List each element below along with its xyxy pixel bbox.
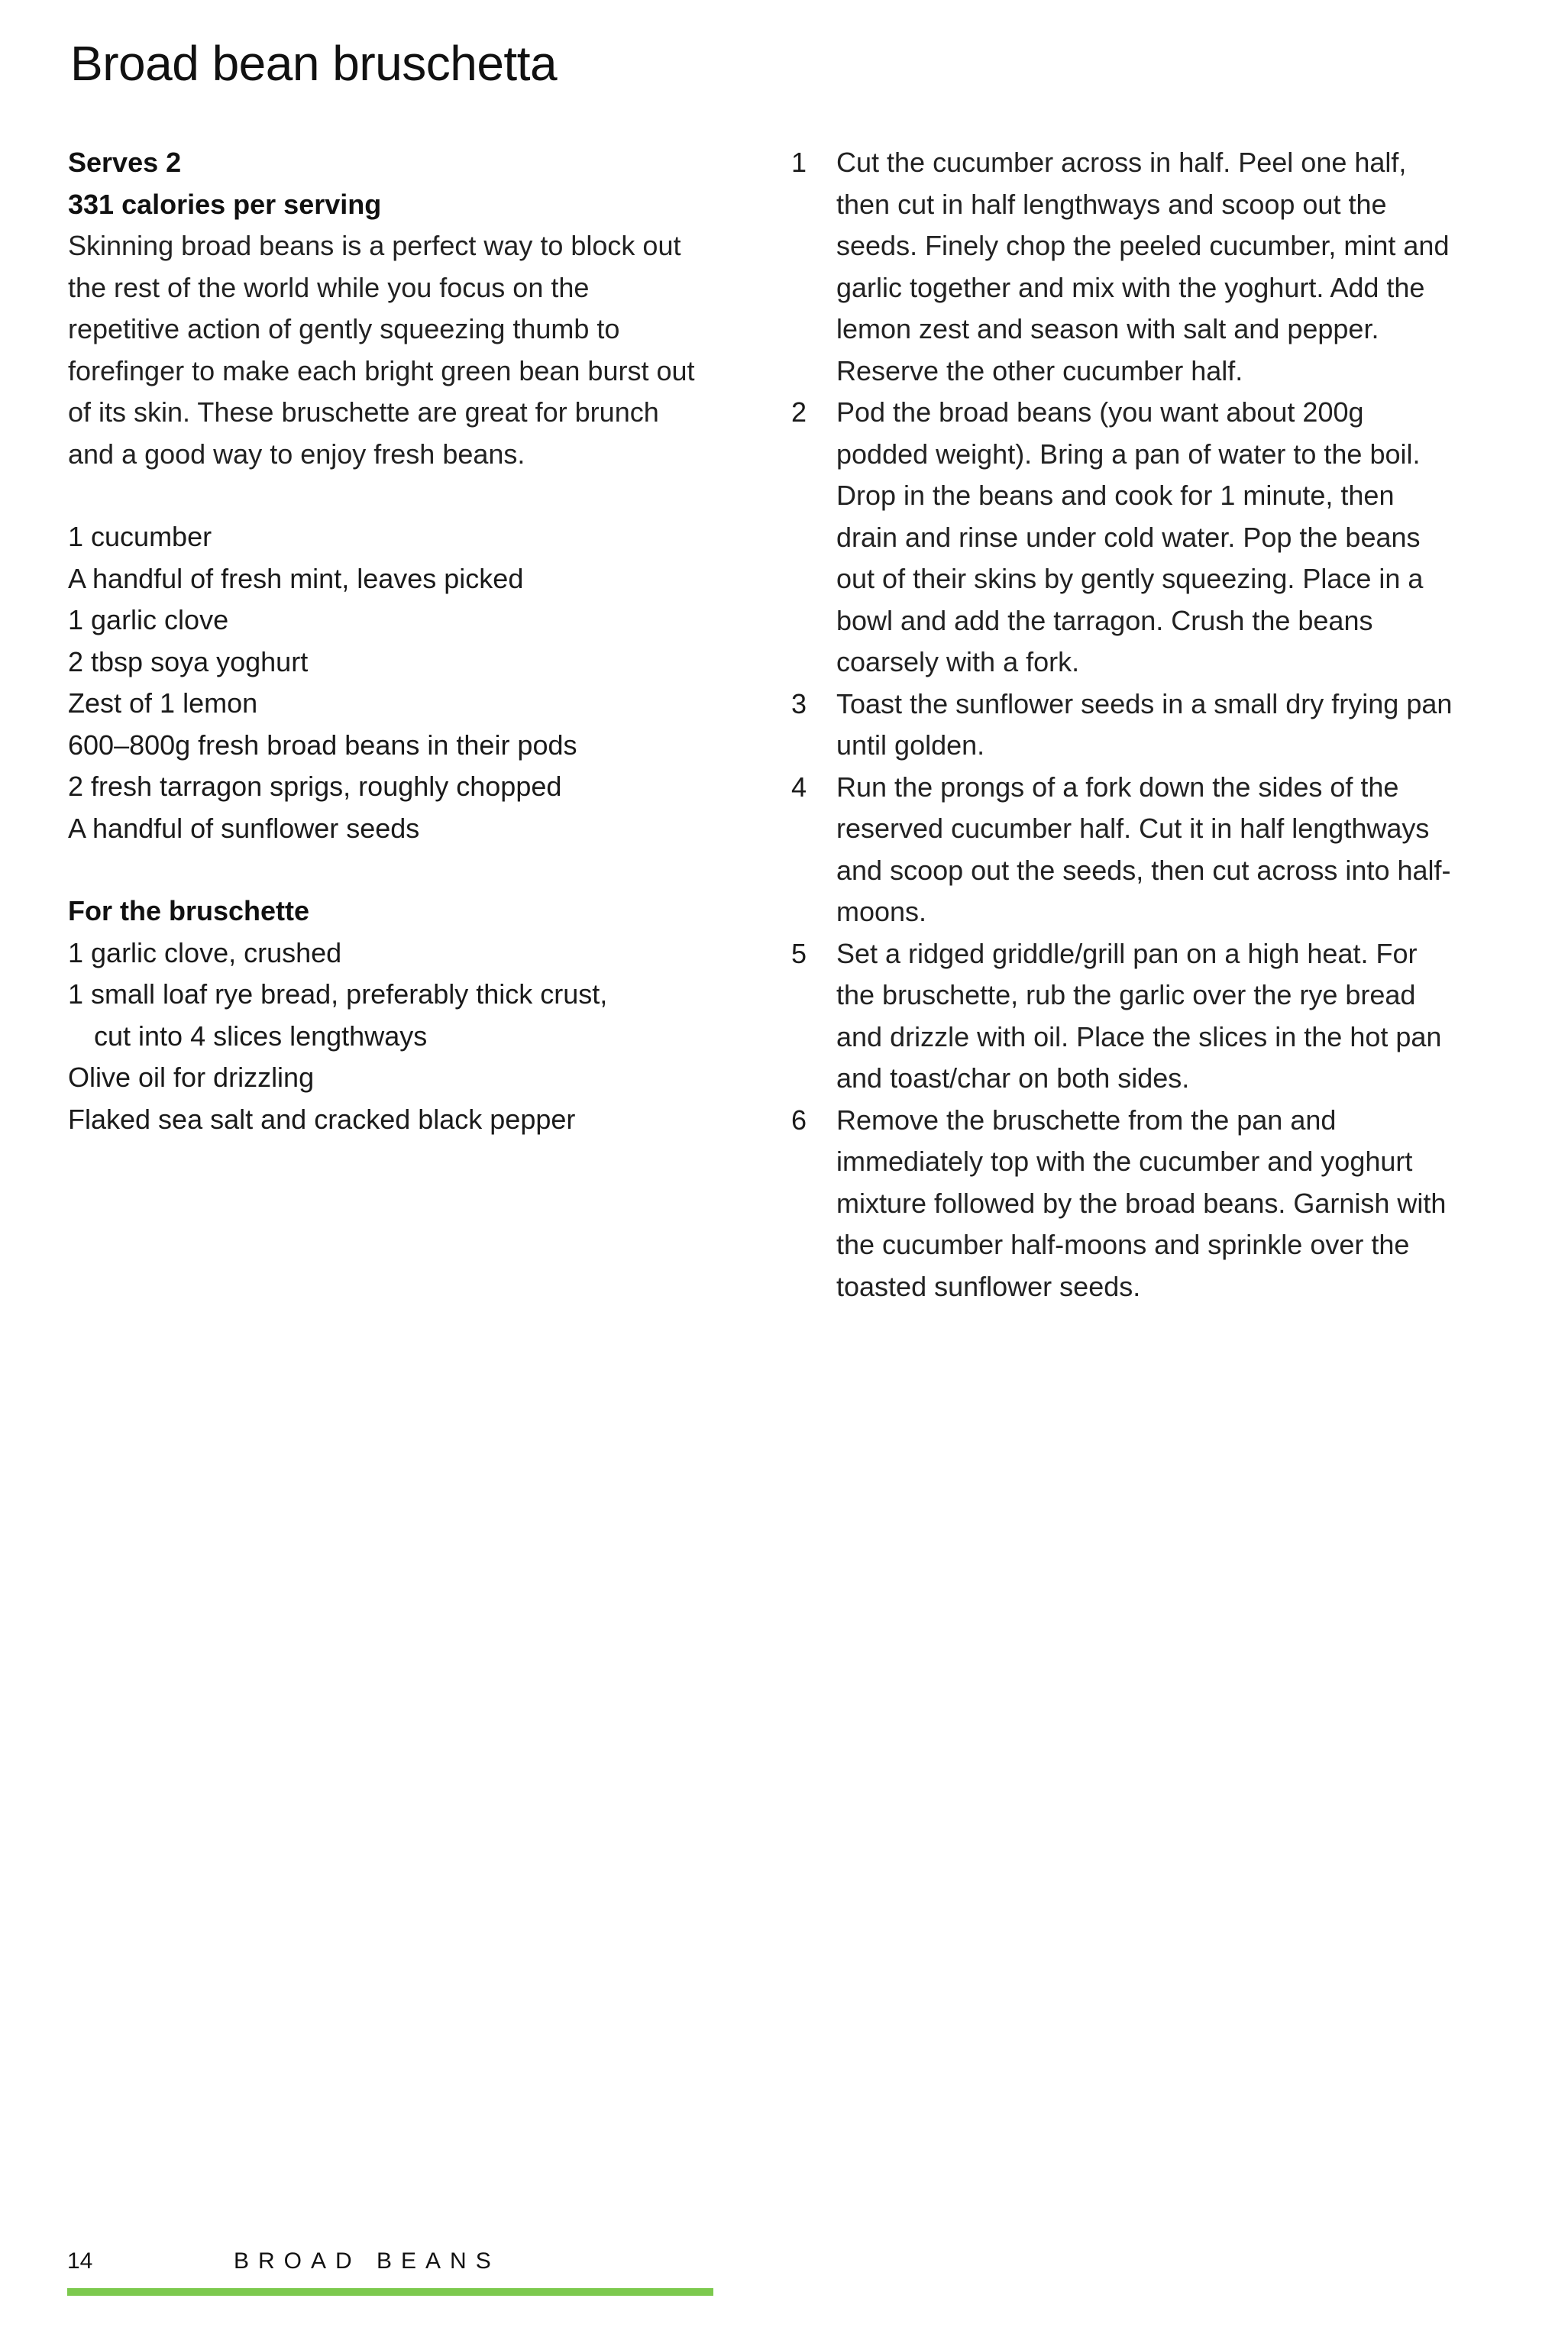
step-text: Remove the bruschette from the pan and immediately top with the cucumber and yoghurt mixture followed by the broad beans. Garnish with the cucumber half-moons and sprinkle over the toasted sunflower seeds. (836, 1104, 1447, 1302)
method-step (787, 392, 1459, 684)
method-column (787, 142, 1459, 1308)
ingredient-item: A handful of sunflower seeds (68, 812, 420, 844)
bruschette-ingredients-list (68, 933, 725, 1141)
step-text: Pod the broad beans (you want about 200g podded weight). Bring a pan of water to the boil. Drop in the beans and cook for 1 minute, then drain and rinse under cold water. Pop the beans out of their skins by gently squeezing. Place in a bowl and add the tarragon. Crush the beans coarsely with a fork. (836, 396, 1424, 677)
ingredient-item-continued: cut into 4 slices lengthways (94, 1020, 428, 1052)
ingredient-item: A handful of fresh mint, leaves picked (68, 562, 524, 594)
ingredient-item: 2 fresh tarragon sprigs, roughly chopped (68, 771, 562, 802)
page-title: Broad bean bruschetta (70, 36, 558, 91)
step-number: 4 (791, 771, 807, 803)
section-label: BROAD BEANS (234, 2248, 500, 2274)
ingredient-item: 1 garlic clove (68, 604, 229, 635)
bruschette-heading: For the bruschette (68, 895, 310, 926)
method-step (787, 142, 1459, 392)
ingredient-item: Flaked sea salt and cracked black pepper (68, 1103, 576, 1135)
method-step (787, 684, 1459, 767)
ingredients-list (68, 516, 725, 849)
method-step (787, 1100, 1459, 1308)
step-number: 1 (791, 147, 807, 178)
ingredient-item: Zest of 1 lemon (68, 687, 258, 719)
footer-accent-bar (67, 2288, 713, 2296)
ingredient-item: 1 small loaf rye bread, preferably thick crust, (68, 978, 608, 1010)
step-text: Cut the cucumber across in half. Peel one half, then cut in half lengthways and scoop out the seeds. Finely chop the peeled cucumber, mint and garlic together and mix with the yoghurt. Add the lemon zest and season with salt and pepper. Reserve the other cucumber half. (836, 147, 1450, 386)
ingredient-item: 2 tbsp soya yoghurt (68, 645, 309, 677)
step-number: 6 (791, 1104, 807, 1136)
step-text: Run the prongs of a fork down the sides of the reserved cucumber half. Cut it in half lengthways and scoop out the seeds, then cut across into half-moons. (836, 771, 1451, 927)
step-text: Set a ridged griddle/grill pan on a high heat. For the bruschette, rub the garlic over the rye bread and drizzle with oil. Place the slices in the hot pan and toast/char on both sides. (836, 937, 1442, 1094)
serves-label: Serves 2 (68, 147, 182, 178)
ingredient-item: 600–800g fresh broad beans in their pods (68, 729, 577, 761)
method-step (787, 767, 1459, 933)
method-step (787, 933, 1459, 1100)
intro-paragraph: Skinning broad beans is a perfect way to block out the rest of the world while you focus on the repetitive action of gently squeezing thumb to forefinger to make each bright green bean burst out of its skin. These bruschette are great for brunch and a good way to enjoy fresh beans. (68, 230, 695, 470)
step-number: 2 (791, 396, 807, 428)
ingredient-item: 1 garlic clove, crushed (68, 936, 342, 968)
step-text: Toast the sunflower seeds in a small dry frying pan until golden. (836, 687, 1453, 761)
step-number: 5 (791, 937, 807, 969)
recipe-info-column (68, 142, 725, 1140)
step-number: 3 (791, 687, 807, 719)
ingredient-item: Olive oil for drizzling (68, 1062, 315, 1093)
page-number: 14 (67, 2248, 93, 2274)
ingredient-item: 1 cucumber (68, 521, 212, 552)
calories-label: 331 calories per serving (68, 188, 382, 220)
